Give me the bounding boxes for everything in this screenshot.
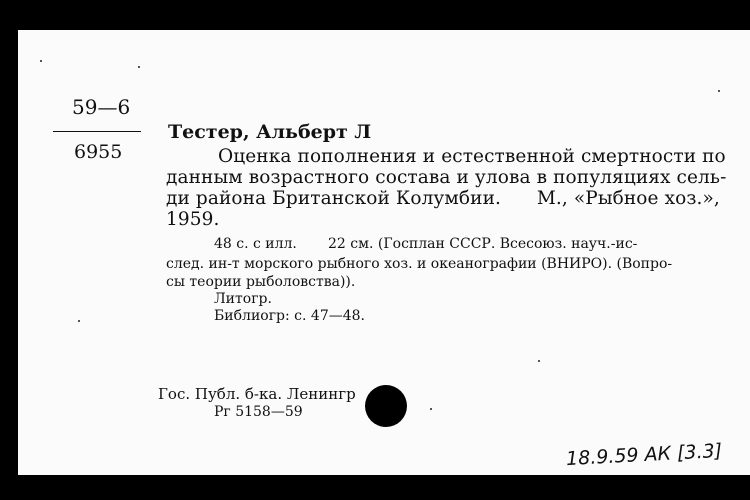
call-number-divider [53, 131, 141, 132]
description-line-4: Литогр. [214, 291, 272, 307]
description-line-5: Библиогр: с. 47—48. [214, 308, 365, 324]
description-line-3: сы теории рыболовства)). [166, 274, 356, 290]
description-line-1: 48 с. с илл. 22 см. (Госплан СССР. Всесоюз. науч.-ис- [214, 236, 638, 252]
catalog-card [18, 30, 750, 475]
title-line-4: 1959. [166, 209, 220, 230]
call-number-top: 59—6 [72, 95, 131, 119]
registration-number: Рг 5158—59 [214, 404, 303, 420]
speck [718, 90, 720, 92]
speck [138, 66, 140, 68]
title-line-3: ди района Британской Колумбии. М., «Рыбное хоз.», [166, 188, 720, 209]
ink-stamp [365, 385, 407, 427]
description-line-2: след. ин-т морского рыбного хоз. и океанографии (ВНИРО). (Вопро- [166, 256, 673, 272]
call-number-bottom: 6955 [74, 141, 123, 163]
speck [430, 408, 432, 410]
library-line: Гос. Публ. б-ка. Ленингр [158, 385, 356, 403]
handwritten-note: 18.9.59 АК [3.3] [565, 439, 723, 471]
author-heading: Тестер, Альберт Л [168, 121, 372, 143]
speck [538, 360, 540, 362]
title-line-1: Оценка пополнения и естественной смертности по [218, 146, 726, 167]
title-line-2: данным возрастного состава и улова в популяциях сель- [166, 167, 727, 188]
speck [40, 60, 42, 62]
speck [78, 320, 80, 322]
